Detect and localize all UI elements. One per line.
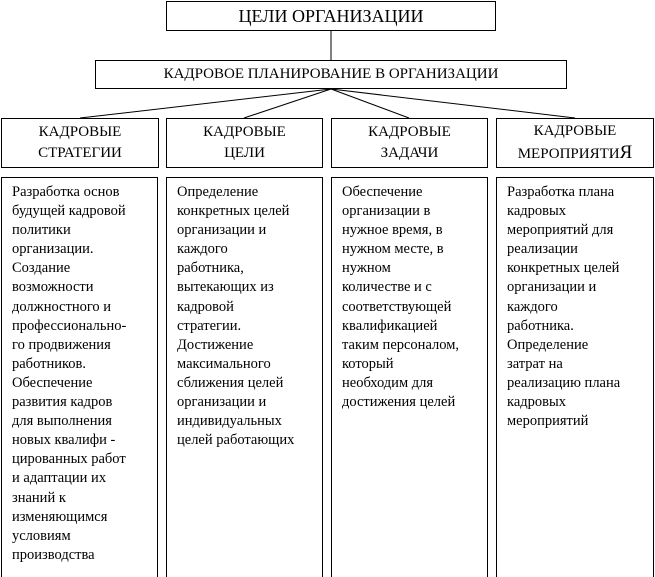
hr-activities-label-line1: КАДРОВЫЕ — [533, 123, 617, 139]
hr-goals-box — [166, 118, 323, 168]
organization-goals-label: ЦЕЛИ ОРГАНИЗАЦИИ — [238, 5, 424, 26]
hr-activities-label-main: МЕРОПРИЯТИ — [517, 146, 620, 162]
hr-activities-description: Разработка плана кадровых мероприятий для реализации конкретных целей организации и каждого работника. Определение затрат на реализацию плана кадровых мероприятий — [496, 177, 654, 577]
hr-strategies-label-line2: СТРАТЕГИИ — [38, 145, 122, 161]
hr-planning-label: КАДРОВОЕ ПЛАНИРОВАНИЕ В ОРГАНИЗАЦИИ — [163, 66, 499, 82]
planning-to-strategies-connector — [80, 89, 331, 118]
hr-planning-box — [95, 60, 567, 89]
hr-activities-label-line2 — [518, 142, 633, 165]
hr-goals-description: Определение конкретных целей организации и каждого работника, вытекающих из кадровой стратегии. Достижение максимального сближения целей организации и индивидуальных целей работающих — [166, 177, 323, 577]
hr-tasks-description: Обеспечение организации в нужное время, в нужном месте, в нужном количестве и с соответствующей квалификацией таким персоналом, который необходим для достижения целей — [331, 177, 488, 577]
organization-goals-box — [166, 1, 496, 31]
hr-goals-label-line1: КАДРОВЫЕ — [203, 124, 286, 140]
hr-activities-box — [496, 118, 654, 168]
hr-tasks-label-line1: КАДРОВЫЕ — [368, 124, 451, 140]
hr-strategies-box — [1, 118, 159, 168]
planning-to-goals-connector — [244, 89, 331, 118]
hr-goals-label-line2: ЦЕЛИ — [224, 145, 265, 161]
hr-tasks-box — [331, 118, 488, 168]
planning-to-activities-connector — [331, 89, 575, 118]
hr-activities-label-last-letter: Я — [619, 142, 633, 163]
hr-strategies-description: Разработка основ будущей кадровой политики организации. Создание возможности должностного и профессионально- го продвижения работников. Обеспечение развития кадров для выполнения новых квалифи - цированных работ и адаптации их знаний к изменяющимся условиям производства — [1, 177, 158, 577]
hr-strategies-label-line1: КАДРОВЫЕ — [38, 124, 122, 140]
hr-tasks-label-line2: ЗАДАЧИ — [380, 145, 439, 161]
